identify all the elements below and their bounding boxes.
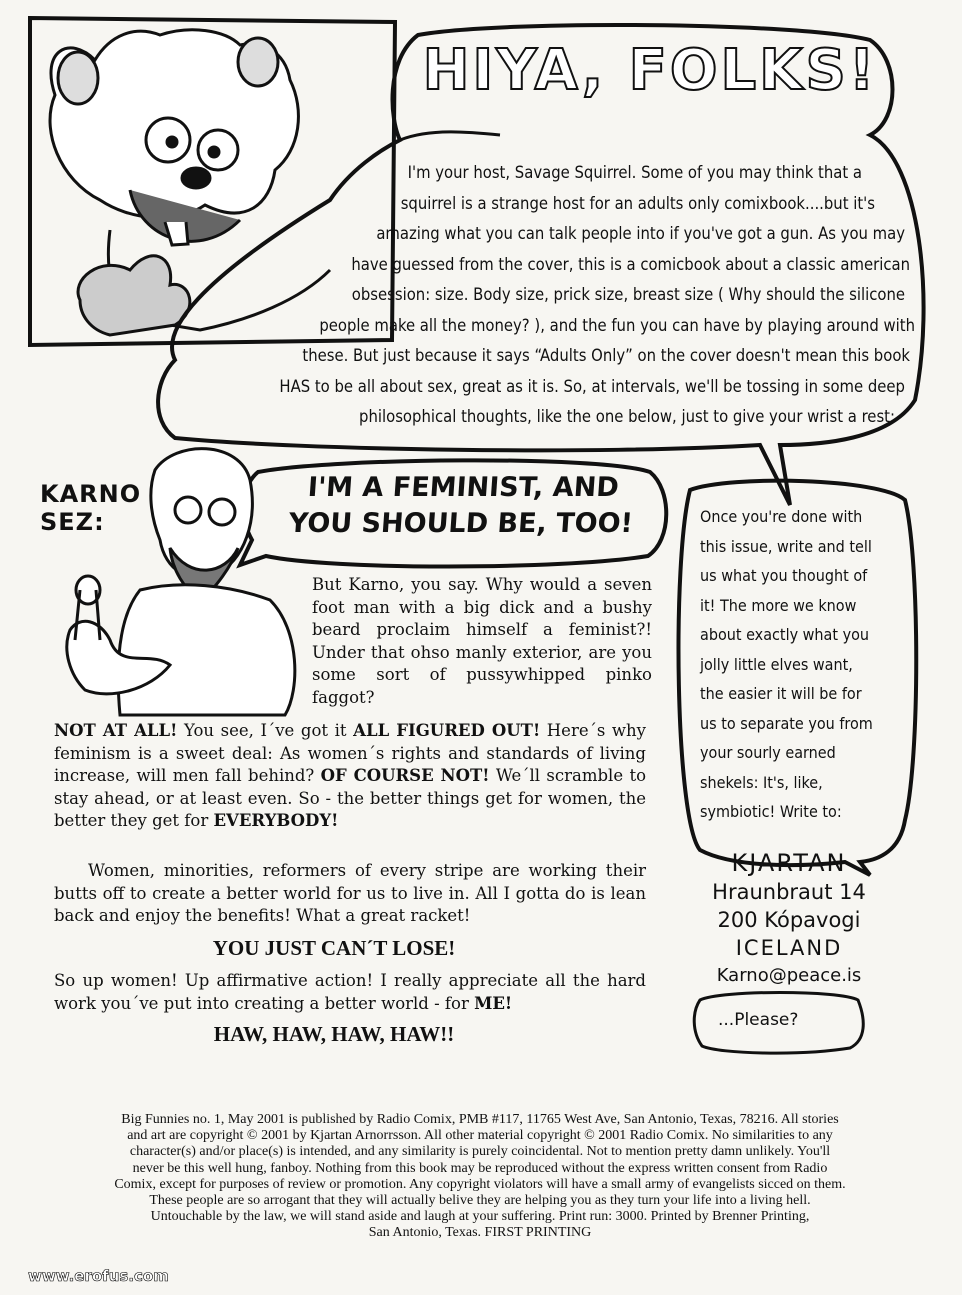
bold-phrase: OF COURSE NOT! xyxy=(320,766,490,785)
essay-paragraph-2: Women, minorities, reformers of every stripe are working their butts off to create a better world for us to live in. All I gotta do is lean back and enjoy the benefits! What a great racket! xyxy=(54,861,646,925)
host-intro-text xyxy=(150,158,920,433)
publication-indicia xyxy=(30,1112,930,1242)
bold-phrase: EVERYBODY! xyxy=(213,811,339,830)
letters-line: the easier it will be for xyxy=(700,684,862,703)
feminist-speech xyxy=(259,470,664,542)
indicia-line: San Antonio, Texas. FIRST PRINTING xyxy=(368,1225,592,1241)
host-line: I'm your host, Savage Squirrel. Some of you may think that a xyxy=(407,163,862,182)
karno-sez-label xyxy=(40,480,141,536)
letters-line: about exactly what you xyxy=(700,625,870,644)
address-city: 200 Kópavogi xyxy=(717,908,861,932)
address-name: KJARTAN xyxy=(731,849,847,877)
essay-text: We´ll scramble to stay ahead, or at least even. So - the better things get for women, the better they get for xyxy=(54,766,647,830)
haw-haw-headline: HAW, HAW, HAW, HAW!! xyxy=(213,1022,455,1046)
letters-line: us what you thought of xyxy=(700,566,868,585)
hiya-folks-title: HIYA, FOLKS! xyxy=(422,38,878,103)
essay-text: Here´s why feminism is a sweet deal: As women´s rights and standards of living increase, will men fall behind? xyxy=(54,721,646,785)
letters-line: shekels: It's, like, xyxy=(700,772,823,792)
bold-phrase: ME! xyxy=(474,993,513,1013)
mailing-address xyxy=(704,848,874,990)
karno-label-line: SEZ: xyxy=(40,508,105,536)
karno-question-paragraph: But Karno, you say. Why would a seven foot man with a big dick and a bushy beard proclaim himself a feminist?! Under that ohso manly exterior, are you some sort of pussywhipped pinko faggot? xyxy=(312,575,652,707)
indicia-line: character(s) and/or place(s) is intended, and any similarity is purely coincidental. Not to mention pretty damn unlikely. You'll xyxy=(129,1144,831,1160)
speech-line: YOU SHOULD BE, TOO! xyxy=(287,508,634,539)
address-country: ICELAND xyxy=(735,936,843,960)
host-line: have guessed from the cover, this is a comicbook about a classic american xyxy=(351,254,910,274)
karno-label-line: KARNO xyxy=(40,480,142,508)
essay-text: So up women! Up affirmative action! I really appreciate all the hard work you´ve put into creating a better world - for xyxy=(54,971,646,1013)
host-line: squirrel is a strange host for an adults only comixbook....but it's xyxy=(400,193,875,213)
indicia-line: Untouchable by the law, we will stand aside and laugh at your suffering. Print run: 3000. Printed by Brenner Printing, xyxy=(150,1209,810,1225)
host-line: people make all the money? ), and the fun you can have by playing around with xyxy=(319,315,915,335)
speech-line: I'M A FEMINIST, AND xyxy=(306,472,620,503)
essay-text: You see, I´ve got it xyxy=(177,721,354,740)
letters-line: this issue, write and tell xyxy=(700,536,872,556)
host-line: obsession: size. Body size, prick size, breast size ( Why should the silicone xyxy=(351,285,905,304)
host-line: these. But just because it says “Adults Only” on the cover doesn't mean this book xyxy=(302,346,910,365)
host-line: philosophical thoughts, like the one below, just to give your wrist a rest: xyxy=(359,407,895,426)
you-just-cant-lose-headline: YOU JUST CAN´T LOSE! xyxy=(212,936,456,960)
indicia-line: and art are copyright © 2001 by Kjartan Arnorrsson. All other material copyright © 2001 Radio Comix. No similarities to any xyxy=(127,1128,833,1144)
address-street: Hraunbraut 14 xyxy=(712,880,866,904)
address-email: Karno@peace.is xyxy=(716,965,862,986)
indicia-line: Comix, except for purposes of review or promotion. Any copyright violators will have a small army of evangelists sicced on them. xyxy=(114,1176,846,1192)
host-line: amazing what you can talk people into if you've got a gun. As you may xyxy=(376,224,905,243)
essay-paragraph-1 xyxy=(54,720,646,833)
watermark: www.erofus.com xyxy=(28,1267,169,1285)
please-text: ...Please? xyxy=(718,1010,799,1030)
letters-line: symbiotic! Write to: xyxy=(700,802,842,821)
letters-request-text xyxy=(700,502,910,827)
indicia-line: Big Funnies no. 1, May 2001 is published by Radio Comix, PMB #117, 11765 West Ave, San Antonio, Texas, 78216. All stories xyxy=(121,1112,839,1127)
letters-line: us to separate you from xyxy=(700,713,873,733)
indicia-line: never be this well hung, fanboy. Nothing from this book may be reproduced without the express written consent from Radio xyxy=(132,1160,828,1176)
bold-phrase: NOT AT ALL! xyxy=(54,721,178,740)
host-line: HAS to be all about sex, great as it is. So, at intervals, we'll be tossing in some deep xyxy=(279,376,905,396)
essay-paragraph-3 xyxy=(54,970,646,1015)
letters-line: it! The more we know xyxy=(700,595,857,615)
indicia-line: These people are so arrogant that they will actually belive they are helping you as they turn your life into a living hell. xyxy=(149,1193,811,1209)
bold-phrase: ALL FIGURED OUT! xyxy=(353,721,541,740)
letters-line: jolly little elves want, xyxy=(700,654,853,674)
letters-line: your sourly earned xyxy=(700,743,836,762)
letters-line: Once you're done with xyxy=(700,507,863,526)
